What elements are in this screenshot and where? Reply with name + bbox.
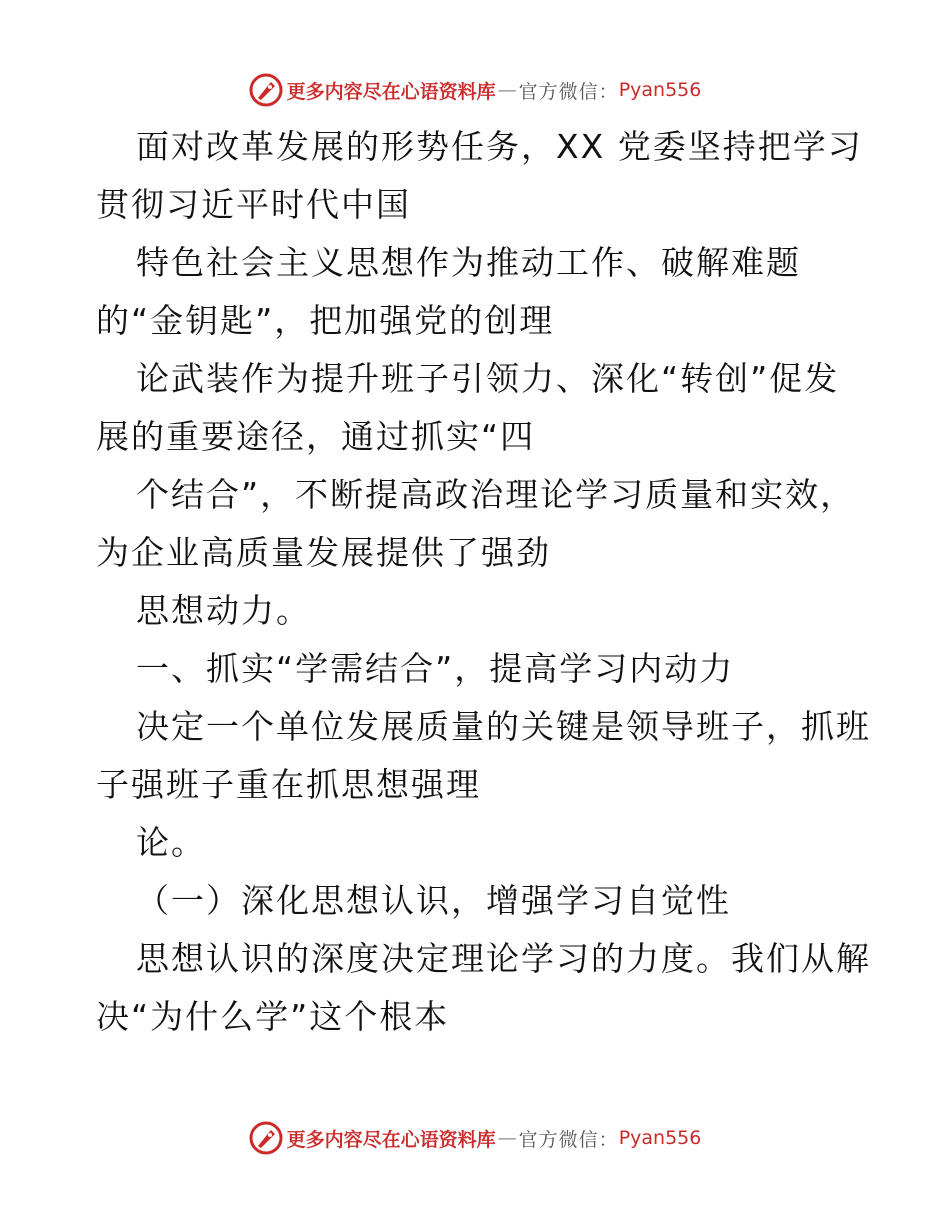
text-line: 思想动力。	[136, 591, 311, 630]
text-line: 决“为什么学”这个根本	[96, 997, 450, 1036]
watermark-dash: —	[497, 1127, 517, 1149]
text-line: 决定一个单位发展质量的关键是领导班子，抓班	[136, 707, 871, 746]
text-line: 展的重要途径，通过抓实“四	[96, 417, 536, 456]
text-line: 特色社会主义思想作为推动工作、破解难题	[136, 243, 801, 282]
text-line: 论。	[136, 823, 206, 862]
text-line: 子强班子重在抓思想强理	[96, 765, 481, 804]
text-line: 思想认识的深度决定理论学习的力度。我们从解	[136, 939, 871, 978]
text-line: 面对改革发展的形势任务，XX 党委坚持把学习	[136, 127, 863, 166]
watermark-main-text: 更多内容尽在心语资料库	[286, 80, 496, 103]
watermark-wechat-id: Pyan556	[618, 1127, 702, 1149]
text-line: 个结合”，不断提高政治理论学习质量和实效，	[136, 475, 856, 514]
text-line: 一、抓实“学需结合”，提高学习内动力	[136, 649, 735, 688]
text-line: （一）深化思想认识，增强学习自觉性	[136, 881, 731, 920]
text-line: 论武装作为提升班子引领力、深化“转创”促发	[136, 359, 840, 398]
watermark-wechat-id: Pyan556	[618, 79, 702, 101]
document-body	[96, 118, 871, 1046]
watermark-sub-text: 官方微信：	[518, 1128, 619, 1151]
watermark-banner-bottom	[0, 1118, 950, 1158]
watermark-banner-top	[0, 70, 950, 110]
watermark-dash: —	[497, 79, 517, 101]
text-line: 的“金钥匙”，把加强党的创理	[96, 301, 555, 340]
watermark-sub-text: 官方微信：	[518, 80, 619, 103]
text-line: 贯彻习近平时代中国	[96, 185, 411, 224]
watermark-main-text: 更多内容尽在心语资料库	[286, 1128, 496, 1151]
pen-nib-logo-icon	[249, 73, 283, 107]
pen-nib-logo-icon	[249, 1121, 283, 1155]
text-line: 为企业高质量发展提供了强劲	[96, 533, 551, 572]
